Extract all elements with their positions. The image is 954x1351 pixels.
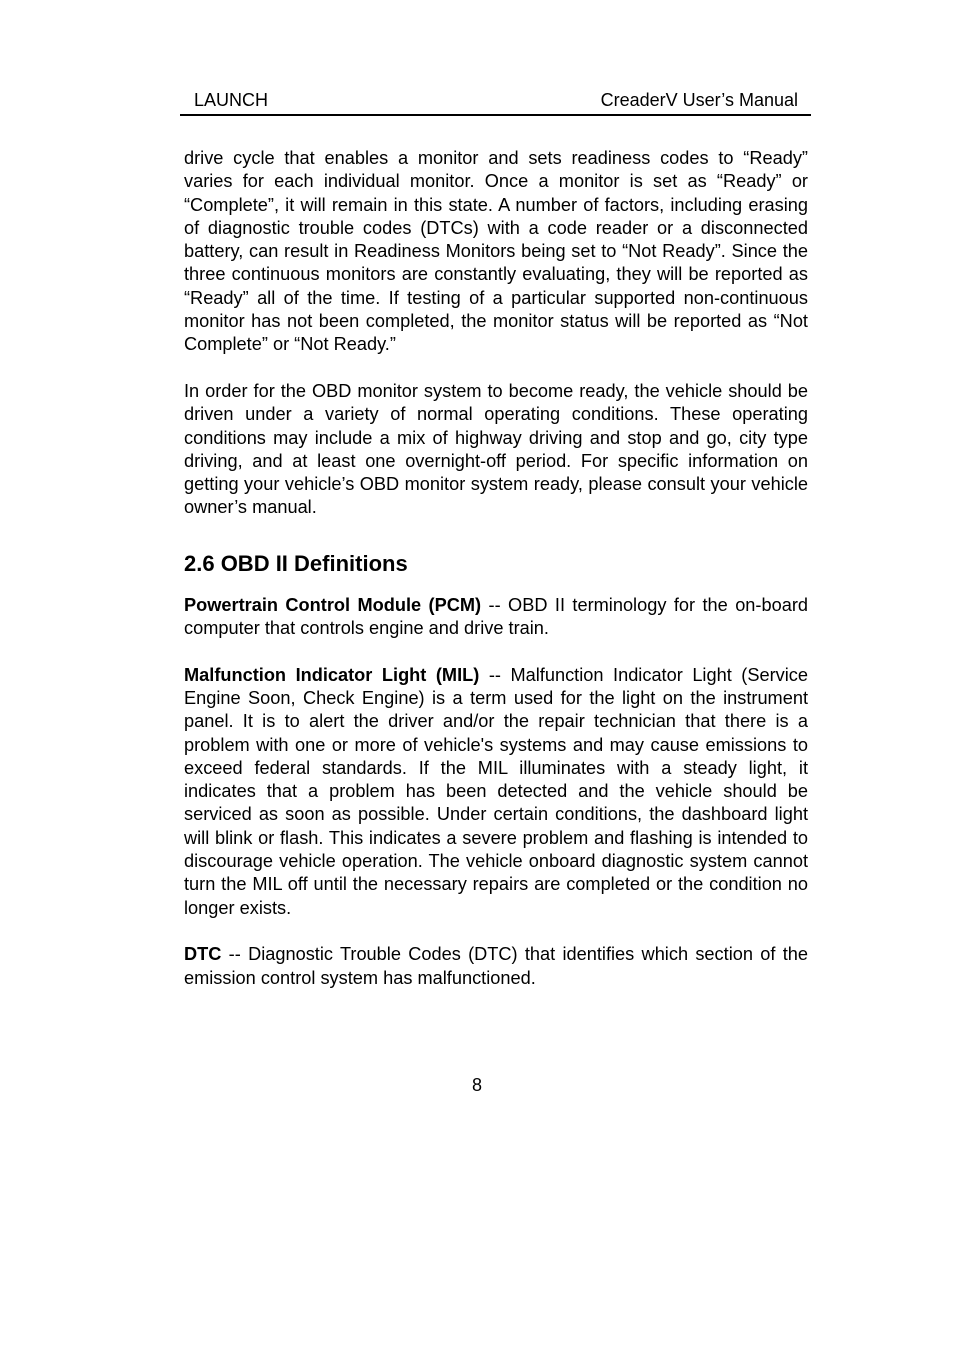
body-paragraph: In order for the OBD monitor system to become ready, the vehicle should be driven under a variety of normal operating conditions. These operating conditions may include a mix of highway driving and stop and go, city type driving, and at least one overnight-off period. For specific information on getting your vehicle’s OBD monitor system ready, please consult your vehicle owner’s manual. xyxy=(184,380,808,518)
header-manual-title: CreaderV User’s Manual xyxy=(600,90,798,110)
definition-text: -- OBD II terminology for the on-board computer that controls engine and drive train. xyxy=(184,594,808,639)
page-content xyxy=(184,147,808,990)
definition-dtc xyxy=(184,943,808,990)
header-brand: LAUNCH xyxy=(194,90,269,110)
definition-term: DTC xyxy=(184,944,222,965)
page-header xyxy=(180,88,811,116)
page-number: 8 xyxy=(471,1075,482,1095)
definition-term: Powertrain Control Module (PCM) xyxy=(184,594,482,615)
body-paragraph: drive cycle that enables a monitor and sets readiness codes to “Ready” varies for each individual monitor. Once a monitor is set as “Ready” or “Complete”, it will remain in this state. A number of factors, including erasing of diagnostic trouble codes (DTCs) with a code reader or a disconnected battery, can result in Readiness Monitors being set to “Not Ready”. Since the three continuous monitors are constantly evaluating, they will be reported as “Ready” all of the time. If testing of a particular supported non-continuous monitor has not been completed, the monitor status will be reported as “Not Complete” or “Not Ready.” xyxy=(184,148,808,355)
definition-text: -- Malfunction Indicator Light (Service Engine Soon, Check Engine) is a term used for the light on the instrument panel. It is to alert the driver and/or the repair technician that there is a problem with one or more of vehicle's systems and may cause emissions to exceed federal standards. If the MIL illuminates with a steady light, it indicates that a problem has been detected and the vehicle should be serviced as soon as possible. Under certain conditions, the dashboard light will blink or flash. This indicates a severe problem and flashing is intended to discourage vehicle operation. The vehicle onboard diagnostic system cannot turn the MIL off until the necessary repairs are completed or the condition no longer exists. xyxy=(184,664,808,918)
definition-text: -- Diagnostic Trouble Codes (DTC) that identifies which section of the emission control system has malfunctioned. xyxy=(184,944,808,988)
definition-mil xyxy=(184,664,808,920)
definition-pcm xyxy=(184,594,808,641)
section-heading: 2.6 OBD II Definitions xyxy=(184,550,408,576)
definition-term: Malfunction Indicator Light (MIL) xyxy=(184,664,480,685)
